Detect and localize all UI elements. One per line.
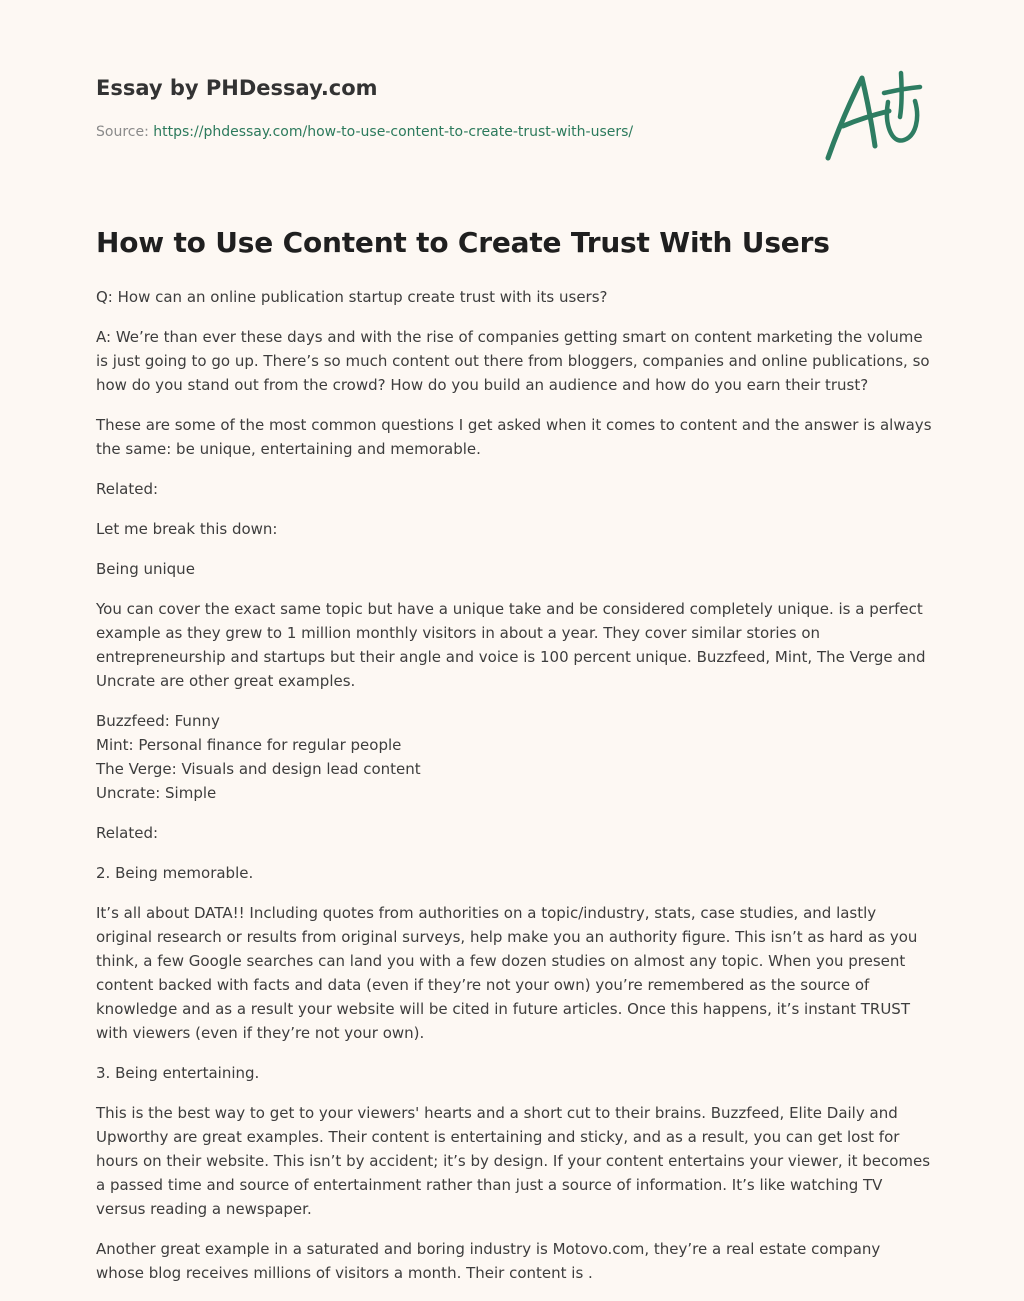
source-link[interactable]: https://phdessay.com/how-to-use-content-to-create-trust-with-users/ [153,124,634,140]
question-paragraph: Q: How can an online publication startup create trust with its users? [96,288,608,306]
examples-list [96,709,932,805]
article-body [96,285,932,1301]
article-title: How to Use Content to Create Trust With Users [96,226,830,259]
section-heading-entertaining: 3. Being entertaining. [96,1064,260,1082]
list-item: Mint: Personal finance for regular people [96,736,402,754]
list-item: Buzzfeed: Funny [96,712,220,730]
breakdown-paragraph: Let me break this down: [96,520,278,538]
list-item: The Verge: Visuals and design lead content [96,760,421,778]
answer-paragraph: A: We’re than ever these days and with the rise of companies getting smart on content marketing the volume is just going to go up. There’s so much content out there from bloggers, companies and online publications, so how do you stand out from the crowd? How do you build an audience and how do you earn their trust? [96,328,930,394]
intro-paragraph: These are some of the most common questions I get asked when it comes to content and the answer is always the same: be unique, entertaining and memorable. [96,416,932,458]
a-plus-logo-icon [820,66,930,166]
source-line [96,124,633,140]
section-heading-memorable: 2. Being memorable. [96,864,254,882]
section-heading-unique: Being unique [96,560,195,578]
related-label: Related: [96,480,159,498]
list-item: Uncrate: Simple [96,784,217,802]
unique-paragraph: You can cover the exact same topic but have a unique take and be considered completely unique. is a perfect example as they grew to 1 million monthly visitors in about a year. They cover similar stories on entrepreneurship and startups but their angle and voice is 100 percent unique. Buzzfeed, Mint, The Verge and Uncrate are other great examples. [96,600,926,690]
memorable-paragraph: It’s all about DATA!! Including quotes from authorities on a topic/industry, stats, case studies, and lastly original research or results from original surveys, help make you an authority figure. This isn’t as hard as you think, a few Google searches can land you with a few dozen studies on almost any topic. When you present content backed with facts and data (even if they’re not your own) you’re remembered as the source of knowledge and as a result your website will be cited in future articles. Once this happens, it’s instant TRUST with viewers (even if they’re not your own). [96,904,918,1042]
brand-title: Essay by PHDessay.com [96,76,378,100]
related-label: Related: [96,824,159,842]
example-paragraph: Another great example in a saturated and boring industry is Motovo.com, they’re a real estate company whose blog receives millions of visitors a month. Their content is . [96,1240,881,1282]
source-label: Source: [96,124,154,140]
entertaining-paragraph: This is the best way to get to your viewers' hearts and a short cut to their brains. Buzzfeed, Elite Daily and Upworthy are great examples. Their content is entertaining and sticky, and as a result, you can get lost for hours on their website. This isn’t by accident; it’s by design. If your content entertains your viewer, it becomes a passed time and source of entertainment rather than just a source of information. It’s like watching TV versus reading a newspaper. [96,1104,931,1218]
